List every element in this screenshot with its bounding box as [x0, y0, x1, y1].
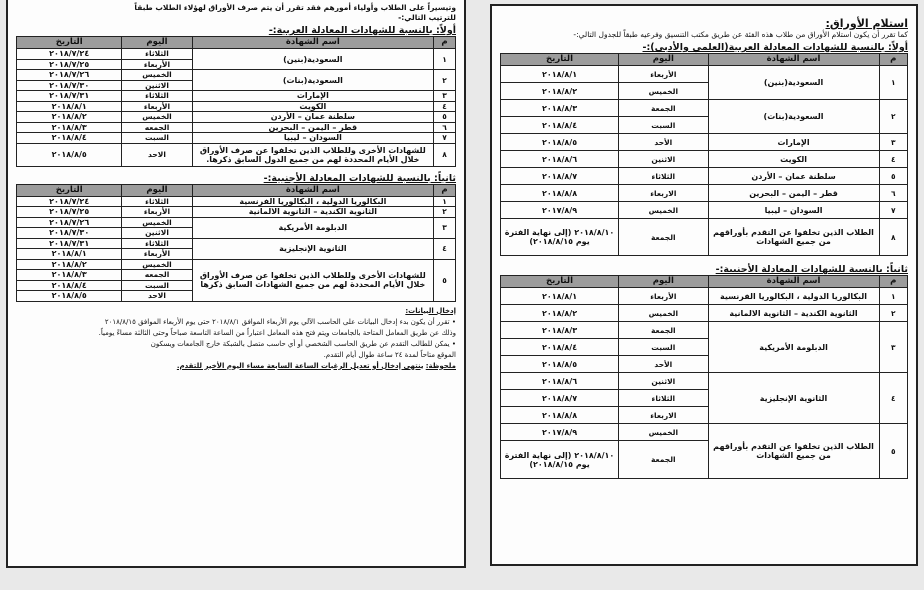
certificate-name: الدبلومة الأمريكية	[708, 322, 879, 373]
day-cell: الخميس	[619, 424, 709, 441]
date-cell: ٢٠١٨/٨/٧	[501, 168, 619, 185]
header-day: اليوم	[619, 54, 709, 66]
certificate-name: الكويت	[192, 101, 433, 112]
date-cell: ٢٠١٨/٨/٢	[501, 83, 619, 100]
certificate-name: الطلاب الذين تخلفوا عن التقدم بأوراقهم من جميع الشهادات	[708, 219, 879, 256]
date-cell: ٢٠١٨/٨/١	[17, 101, 122, 112]
date-cell: ٢٠١٧/٨/٩	[501, 424, 619, 441]
day-cell: الجمعة	[619, 322, 709, 339]
row-number: ٥	[879, 424, 907, 478]
day-cell: الأربعاء	[122, 101, 192, 112]
date-cell: ٢٠١٨/٨/٣	[17, 122, 122, 133]
day-cell: الاربعاء	[619, 185, 709, 202]
table-row	[501, 288, 908, 305]
certificate-name: السودان – ليبيا	[708, 202, 879, 219]
day-cell: الأحد	[619, 134, 709, 151]
table-row	[501, 424, 908, 441]
row-number: ١	[434, 196, 456, 207]
row-number: ٤	[879, 151, 907, 168]
certificate-name: السعودية(بنات)	[192, 70, 433, 91]
table-row	[501, 202, 908, 219]
row-number: ٤	[879, 373, 907, 424]
row-number: ١	[879, 66, 907, 100]
date-cell: ٢٠١٨/٨/٤	[501, 339, 619, 356]
left-arab-table	[16, 36, 456, 167]
row-number: ٥	[434, 112, 456, 123]
right-page	[490, 4, 918, 566]
table-row	[501, 219, 908, 256]
header-day: اليوم	[122, 37, 192, 49]
day-cell: السبت	[619, 117, 709, 134]
date-cell: ٢٠١٨/٨/٢	[17, 259, 122, 270]
header-no: م	[879, 54, 907, 66]
bullet-2: • يمكن للطالب التقدم عن طريق الحاسب الشخصي أو أي حاسب متصل بالشبكة خارج الجامعات ويسكون	[150, 339, 456, 348]
table-row	[17, 70, 456, 81]
header-date: التاريخ	[501, 276, 619, 288]
day-cell: الثلاثاء	[122, 196, 192, 207]
day-cell: الأربعاء	[122, 207, 192, 218]
day-cell: الأربعاء	[122, 249, 192, 260]
date-cell: ٢٠١٨/٨/٣	[501, 100, 619, 117]
day-cell: الأحد	[619, 356, 709, 373]
day-cell: الجمعة	[619, 219, 709, 256]
certificate-name: السعودية(بنين)	[708, 66, 879, 100]
intro-line-1: وتيسيراً على الطلاب وأولياء أمورهم فقد تقرر أن يتم صرف الأوراق لهؤلاء الطلاب طبقاً	[134, 3, 456, 12]
date-cell: ٢٠١٨/٧/٢٤	[17, 196, 122, 207]
date-cell: ٢٠١٨/٨/٥	[17, 143, 122, 166]
header-cert: اسم الشهادة	[192, 184, 433, 196]
certificate-name: سلطنة عمان – الأردن	[708, 168, 879, 185]
header-no: م	[434, 184, 456, 196]
header-date: التاريخ	[501, 54, 619, 66]
row-number: ٢	[434, 207, 456, 218]
day-cell: الثلاثاء	[619, 168, 709, 185]
day-cell: الاثنين	[619, 373, 709, 390]
certificate-name: قطر – اليمن – البحرين	[708, 185, 879, 202]
date-cell: ٢٠١٨/٨/٧	[501, 390, 619, 407]
left-foreign-table	[16, 184, 456, 302]
foreign-section-title: ثانياً: بالنسبة للشهادات المعادلة الأجنبية:-	[263, 172, 456, 184]
row-number: ٤	[434, 238, 456, 259]
table-row	[17, 207, 456, 218]
date-cell: ٢٠١٨/٧/٣٠	[17, 228, 122, 239]
day-cell: الثلاثاء	[619, 390, 709, 407]
row-number: ٣	[434, 217, 456, 238]
row-number: ٨	[434, 143, 456, 166]
row-number: ٨	[879, 219, 907, 256]
right-arab-table	[500, 53, 908, 256]
certificate-name: الكويت	[708, 151, 879, 168]
date-cell: ٢٠١٨/٧/٢٦	[17, 217, 122, 228]
day-cell: الأربعاء	[619, 66, 709, 83]
day-cell: الاربعاء	[619, 407, 709, 424]
day-cell: الخميس	[619, 202, 709, 219]
date-cell: ٢٠١٨/٨/٤	[501, 117, 619, 134]
table-row	[501, 134, 908, 151]
certificate-name: للشهادات الأخرى وللطلاب الذين تخلفوا عن صرف الأوراق خلال الأيام المحددة لهم من جميع الشهادات السابق ذكرها	[192, 259, 433, 301]
date-cell: ٢٠١٨/٨/٨	[501, 185, 619, 202]
day-cell: الاثنين	[122, 228, 192, 239]
date-cell: ٢٠١٨/٨/١	[501, 66, 619, 83]
date-cell: ٢٠١٧/٨/٩	[501, 202, 619, 219]
header-cert: اسم الشهادة	[192, 37, 433, 49]
day-cell: الثلاثاء	[122, 49, 192, 60]
date-cell: ٢٠١٨/٨/٦	[501, 373, 619, 390]
day-cell: الثلاثاء	[122, 238, 192, 249]
table-row	[17, 101, 456, 112]
table-row	[501, 168, 908, 185]
date-cell: ٢٠١٨/٨/٢	[501, 305, 619, 322]
table-row	[501, 100, 908, 117]
date-cell: ٢٠١٨/٨/٥	[17, 291, 122, 302]
day-cell: الجمعة	[619, 441, 709, 478]
table-row	[17, 122, 456, 133]
date-cell: ٢٠١٨/٧/٢٤	[17, 49, 122, 60]
table-row	[17, 143, 456, 166]
certificate-name: الدبلومة الأمريكية	[192, 217, 433, 238]
day-cell: الأربعاء	[619, 288, 709, 305]
date-cell: ٢٠١٨/٧/٣١	[17, 238, 122, 249]
row-number: ٢	[879, 100, 907, 134]
row-number: ٣	[879, 322, 907, 373]
day-cell: الخميس	[122, 217, 192, 228]
certificate-name: الثانوية الإنجليزية	[708, 373, 879, 424]
date-cell: ٢٠١٨/٧/٣٠	[17, 80, 122, 91]
row-number: ٢	[879, 305, 907, 322]
date-cell: ٢٠١٨/٨/٥	[501, 134, 619, 151]
day-cell: الخميس	[122, 70, 192, 81]
date-cell: ٢٠١٨/٨/١٠ (إلى نهاية الفترة يوم ٢٠١٨/٨/١٥)	[501, 219, 619, 256]
certificate-name: السودان – ليبيا	[192, 133, 433, 144]
header-cert: اسم الشهادة	[708, 276, 879, 288]
data-entry-title: إدخال البيانات:	[405, 306, 456, 315]
day-cell: الأربعاء	[122, 59, 192, 70]
table-row	[501, 305, 908, 322]
certificate-name: الطلاب الذين تخلفوا عن التقدم بأوراقهم من جميع الشهادات	[708, 424, 879, 478]
date-cell: ٢٠١٨/٨/٣	[17, 270, 122, 281]
date-cell: ٢٠١٨/٨/٦	[501, 151, 619, 168]
day-cell: الاحد	[122, 291, 192, 302]
certificate-name: للشهادات الأخرى وللطلاب الذين تخلفوا عن صرف الأوراق خلال الأيام المحددة لهم من جميع الدول السابق ذكرها.	[192, 143, 433, 166]
row-number: ٣	[879, 134, 907, 151]
table-row	[501, 185, 908, 202]
row-number: ١	[879, 288, 907, 305]
header-date: التاريخ	[17, 184, 122, 196]
table-row	[17, 259, 456, 270]
certificate-name: الثانوية الكندية – الثانوية الالمانية	[192, 207, 433, 218]
right-foreign-title: ثانياً: بالنسبة للشهادات المعادلة الأجنبية:-	[715, 264, 908, 276]
row-number: ٥	[434, 259, 456, 301]
certificate-name: الإمارات	[192, 91, 433, 102]
day-cell: الاثنين	[619, 151, 709, 168]
day-cell: الخميس	[619, 83, 709, 100]
table-row	[17, 196, 456, 207]
date-cell: ٢٠١٨/٨/٥	[501, 356, 619, 373]
header-no: م	[879, 276, 907, 288]
receipt-intro: كما تقرر أن يكون استلام الأوراق من طلاب هذه الفئة عن طريق مكتب التنسيق وفرعيه طبقاً للجدول التالي:-	[573, 30, 908, 39]
date-cell: ٢٠١٨/٨/٤	[17, 133, 122, 144]
certificate-name: سلطنة عمان – الأردن	[192, 112, 433, 123]
date-cell: ٢٠١٨/٨/١	[17, 249, 122, 260]
row-number: ٢	[434, 70, 456, 91]
table-row	[17, 133, 456, 144]
date-cell: ٢٠١٨/٨/٨	[501, 407, 619, 424]
header-day: اليوم	[619, 276, 709, 288]
header-cert: اسم الشهادة	[708, 54, 879, 66]
day-cell: السبت	[122, 133, 192, 144]
date-cell: ٢٠١٨/٧/٢٥	[17, 59, 122, 70]
table-row	[501, 151, 908, 168]
day-cell: السبت	[619, 339, 709, 356]
day-cell: الخميس	[122, 112, 192, 123]
row-number: ١	[434, 49, 456, 70]
right-foreign-table	[500, 275, 908, 478]
table-row	[17, 112, 456, 123]
certificate-name: قطر – اليمن – البحرين	[192, 122, 433, 133]
bullet-1: • تقرر أن يكون بدء إدخال البيانات على الحاسب الآلي يوم الأربعاء الموافق ٢٠١٨/٨/١ حتى يوم الأربعاء الموافق ٢٠١٨/٨/١٥	[104, 317, 456, 326]
note: ملحوظة: ينتهي إدخال أو تعديل الرغبات الساعة السابعة مساء اليوم الأخير للتقدم.	[176, 361, 456, 370]
bullet-2b: الموقع متاحاً لمدة ٢٤ ساعة طوال أيام التقدم.	[323, 350, 456, 359]
date-cell: ٢٠١٨/٨/٤	[17, 280, 122, 291]
certificate-name: الثانوية الكندية – الثانوية الالمانية	[708, 305, 879, 322]
row-number: ٦	[879, 185, 907, 202]
certificate-name: الإمارات	[708, 134, 879, 151]
row-number: ٧	[879, 202, 907, 219]
day-cell: السبت	[122, 280, 192, 291]
day-cell: الجمعه	[122, 270, 192, 281]
date-cell: ٢٠١٨/٧/٢٥	[17, 207, 122, 218]
certificate-name: البكالوريا الدولية ، البكالوريا الفرنسية	[192, 196, 433, 207]
header-date: التاريخ	[17, 37, 122, 49]
bullet-1b: وذلك عن طريق المعامل المتاحة بالجامعات ويتم فتح هذه المعامل اعتباراً من الساعة التاسعة صباحاً وحتى الثالثة مساءً يومياً.	[98, 328, 456, 337]
row-number: ٦	[434, 122, 456, 133]
arab-section-title: أولاً: بالنسبة للشهادات المعادلة العربية:-	[268, 25, 456, 36]
day-cell: الخميس	[122, 259, 192, 270]
intro-line-2: للترتيب التالي:-	[398, 13, 456, 22]
table-row	[17, 91, 456, 102]
table-row	[17, 217, 456, 228]
day-cell: الثلاثاء	[122, 91, 192, 102]
data-entry-section	[16, 306, 456, 371]
row-number: ٣	[434, 91, 456, 102]
day-cell: الاحد	[122, 143, 192, 166]
date-cell: ٢٠١٨/٨/١	[501, 288, 619, 305]
certificate-name: السعودية(بنات)	[708, 100, 879, 134]
table-row	[501, 373, 908, 390]
header-no: م	[434, 37, 456, 49]
table-row	[17, 49, 456, 60]
table-row	[501, 322, 908, 339]
row-number: ٤	[434, 101, 456, 112]
right-arab-title: أولاً: بالنسبة للشهادات المعادلة العربية(العلمي والأدبي):-	[642, 42, 908, 53]
date-cell: ٢٠١٨/٨/٢	[17, 112, 122, 123]
certificate-name: البكالوريا الدولية ، البكالوريا الفرنسية	[708, 288, 879, 305]
date-cell: ٢٠١٨/٧/٢٦	[17, 70, 122, 81]
date-cell: ٢٠١٨/٨/١٠ (إلى نهاية الفترة يوم ٢٠١٨/٨/١٥)	[501, 441, 619, 478]
certificate-name: الثانوية الإنجليزية	[192, 238, 433, 259]
left-page	[6, 0, 466, 568]
table-row	[17, 238, 456, 249]
row-number: ٧	[434, 133, 456, 144]
row-number: ٥	[879, 168, 907, 185]
header-day: اليوم	[122, 184, 192, 196]
receipt-heading: استلام الأوراق:	[825, 17, 908, 30]
day-cell: الجمعة	[619, 100, 709, 117]
day-cell: الاثنين	[122, 80, 192, 91]
certificate-name: السعودية(بنين)	[192, 49, 433, 70]
date-cell: ٢٠١٨/٧/٣١	[17, 91, 122, 102]
table-row	[501, 66, 908, 83]
date-cell: ٢٠١٨/٨/٣	[501, 322, 619, 339]
day-cell: الخميس	[619, 305, 709, 322]
day-cell: الجمعه	[122, 122, 192, 133]
